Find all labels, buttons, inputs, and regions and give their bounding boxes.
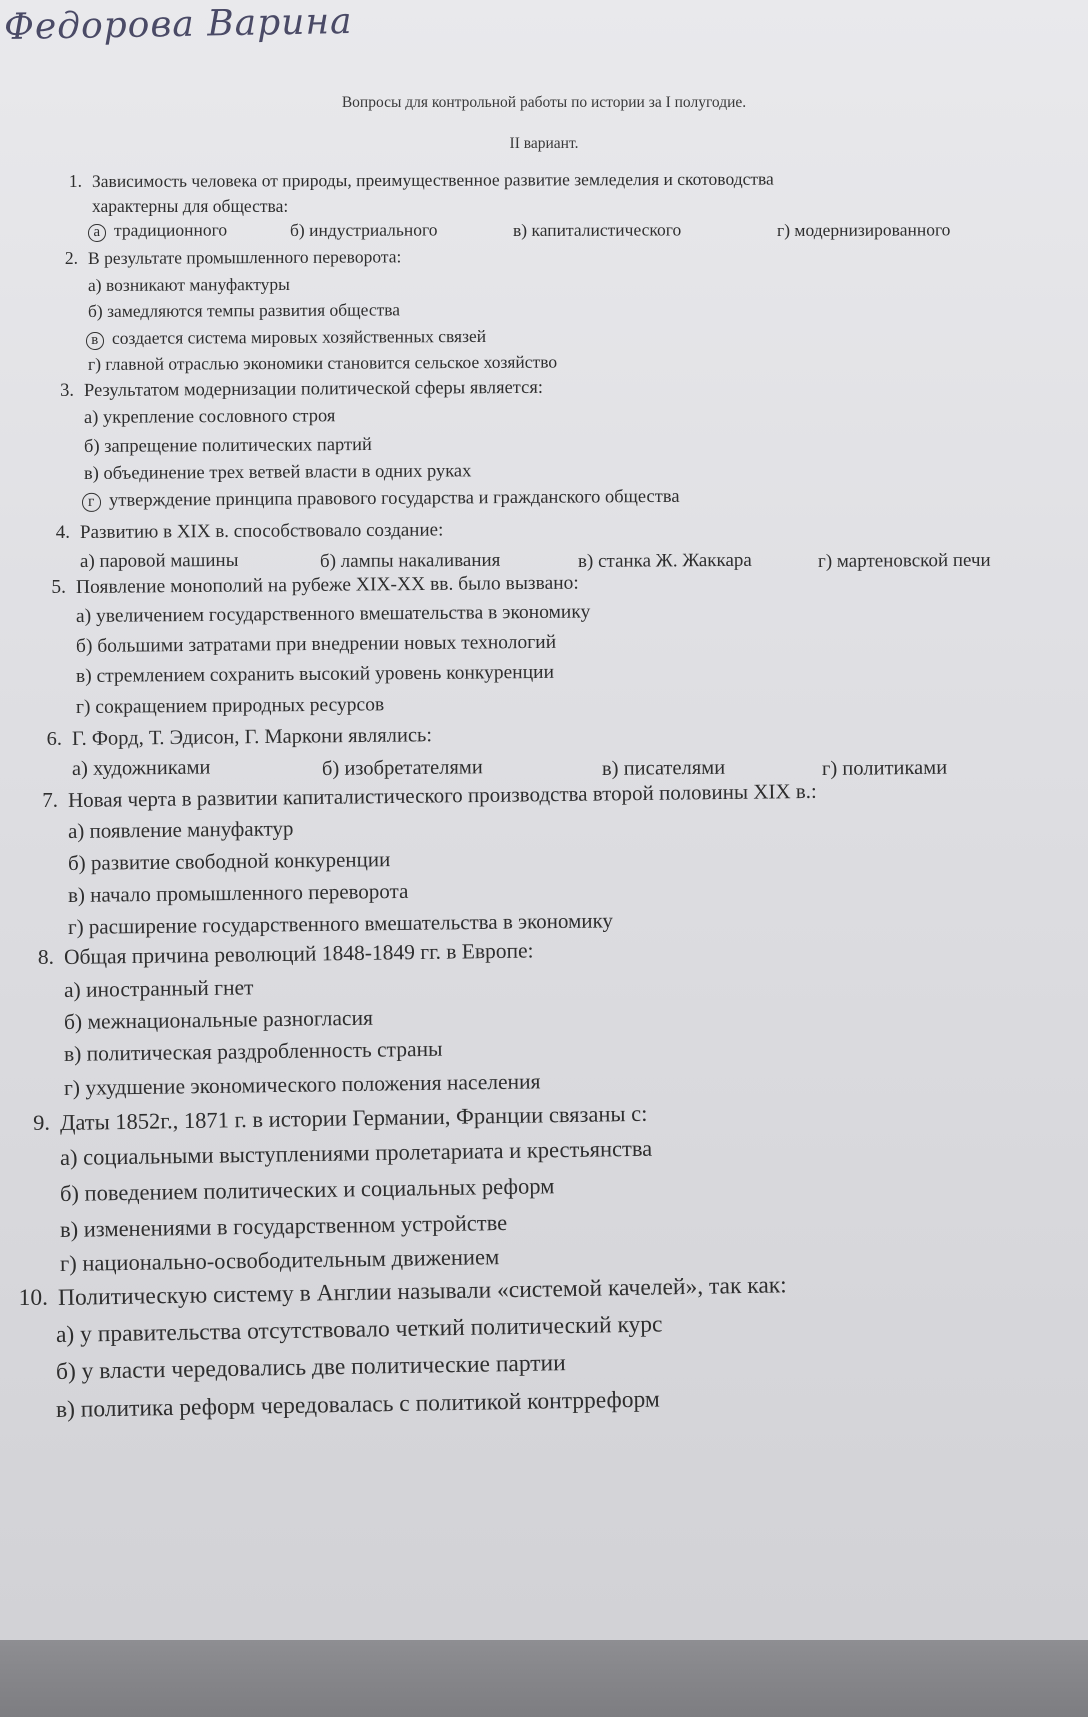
table-surface [0,1640,1088,1717]
question-text: Развитию в XIX в. способствовало создание: [79,518,444,543]
document-variant: II вариант. [509,135,579,152]
answer-letter: б) [87,301,103,322]
answer-text: поведением политических и социальных реформ [78,1172,555,1206]
answer-letter: г) [75,697,91,719]
answer-letter: в) [75,666,92,688]
answer-text: возникают мануфактуры [101,274,290,296]
question-number: 9. [33,1109,50,1135]
answer-letter: в) [601,757,619,780]
answer-letter: б) [63,1009,83,1035]
answer-option [60,1244,500,1277]
answer-option [68,878,409,907]
answer-option [84,461,472,485]
answer-letter: в) [55,1396,76,1424]
answer-option [76,602,590,628]
answer-letter: г) [67,914,84,939]
answer-text: изменениями в государственном устройстве [77,1209,508,1242]
answer-option [84,406,336,429]
answer-letter: б) [289,220,305,241]
answer-letter: г) [817,550,833,572]
answer-letter: а) [63,978,81,1003]
answer-text: сокращением природных ресурсов [90,694,385,719]
answer-option [60,1210,507,1243]
answer-letter: г) [63,1076,81,1101]
answer-letter: а) [79,550,95,572]
answer-letter: г) [59,1250,77,1276]
question-number: 4. [55,521,70,543]
answer-text: капиталистического [527,219,682,241]
answer-letter: б) [59,1180,80,1206]
answer-text: объединение трех ветвей власти в одних руках [98,461,472,484]
answer-text: станка Ж. Жаккара [593,549,752,572]
answer-option [60,1173,555,1207]
answer-option [602,756,725,780]
answer-letter: в) [63,1042,82,1067]
question-text: Г. Форд, Т. Эдисон, Г. Маркони являлись: [71,723,433,750]
answer-text: иностранный гнет [80,975,254,1003]
answer-letter: г) [776,220,791,241]
answer-option [88,352,557,375]
answer-letter: в) [67,882,86,907]
answer-option [822,756,947,780]
question-number: 3. [60,380,74,401]
answer-text: укрепление сословного строя [98,405,336,428]
answer-text: у власти чередовались две политические партии [75,1350,566,1385]
answer-option [68,816,294,844]
answer-text: главной отраслью экономики становится сельское хозяйство [100,351,558,375]
question-text: Зависимость человека от природы, преимущественное развитие земледелия и скотоводства [91,168,774,192]
answer-option [56,1350,566,1386]
answer-option [72,756,211,780]
question-number: 10. [18,1285,48,1312]
question-text: Результатом модернизации политической сферы является: [83,377,544,401]
answer-letter: в) [577,550,594,572]
answer-option [64,1037,443,1067]
answer-option [64,1006,373,1035]
answer-letter: б) [83,436,100,457]
question-text: Даты 1852г., 1871 г. в истории Германии, Франции связаны с: [59,1100,648,1135]
answer-text: межнациональные разногласия [81,1005,374,1034]
circled-answer-letter: а [88,224,106,242]
answer-text: ухудшение экономического положения населения [79,1069,541,1101]
answer-text: паровой машины [94,549,239,572]
answer-letter: в) [59,1216,79,1242]
answer-option [513,220,681,242]
answer-text: политика реформ чередовалась с политикой контрреформ [74,1386,660,1423]
question-number: 6. [46,727,62,750]
answer-letter: в) [83,463,99,484]
answer-letter: а) [67,818,85,843]
answer-letter: б) [67,850,86,875]
answer-option [86,326,486,350]
answer-option [56,1312,663,1350]
answer-letter: в) [512,220,528,241]
answer-text: большими затратами при внедрении новых технологий [92,632,557,658]
answer-text: замедляются темпы развития общества [102,299,401,322]
answer-letter: а) [75,606,92,628]
question-number: 2. [64,248,78,269]
answer-text: развитие свободной конкуренции [85,846,391,875]
answer-text: социальными выступлениями пролетариата и крестьянства [77,1135,653,1170]
answer-text: создается система мировых хозяйственных связей [107,326,487,349]
answer-option [64,1070,541,1102]
answer-letter: а) [71,757,89,780]
answer-text: модернизированного [789,219,951,241]
answer-option [320,549,501,572]
answer-letter: а) [87,275,102,296]
answer-text: утверждение принципа правового государства и гражданского общества [104,486,680,511]
answer-option [68,847,391,876]
answer-text: художниками [87,756,211,780]
answer-text: национально-освободительным движением [76,1243,500,1276]
answer-option [68,908,613,940]
handwritten-signature: Федорова Варина [3,0,353,49]
answer-option [80,549,239,572]
answer-option [76,695,384,720]
answer-option [88,274,290,296]
answer-text: появление мануфактур [84,815,294,843]
answer-text: политиками [837,756,948,780]
answer-option [60,1135,653,1170]
question-text: Политическую систему в Англии называли «системой качелей», так как: [57,1272,787,1312]
answer-text: традиционного [109,219,228,241]
answer-option [88,300,400,323]
question-text-continued: характерны для общества: [92,196,289,217]
answer-text: писателями [618,756,726,780]
answer-option [578,549,752,572]
answer-option [82,487,680,512]
question-number: 7. [42,787,58,812]
answer-text: мартеновской печи [832,549,991,572]
question-text: Новая черта в развитии капиталистического производства второй половины XIX в.: [67,778,817,812]
answer-letter: а) [83,407,99,428]
answer-letter: г) [87,354,102,375]
answer-text: увеличением государственного вмешательства в экономику [91,601,591,628]
answer-letter: б) [75,636,93,658]
answer-option [76,632,556,658]
answer-text: индустриального [304,219,438,241]
answer-text: запрещение политических партий [99,434,372,457]
answer-letter: б) [55,1358,77,1386]
question-text: В результате промышленного переворота: [87,246,402,269]
answer-option [818,549,991,572]
question-text: Общая причина революций 1848-1849 гг. в Европе: [63,938,534,970]
answer-letter: а) [55,1321,75,1349]
circled-answer-letter: в [86,332,104,350]
document-title: Вопросы для контрольной работы по истории за I полугодие. [341,94,747,111]
answer-text: лампы накаливания [335,549,501,572]
question-number: 1. [68,171,82,192]
answer-text: у правительства отсутствовало четкий политический курс [74,1311,663,1348]
circled-answer-letter: г [82,493,101,512]
answer-letter: а) [59,1144,78,1170]
answer-text: политическая раздробленность страны [81,1036,443,1067]
answer-option [777,220,950,242]
answer-option [290,220,438,242]
answer-option [88,220,227,242]
answer-letter: б) [319,550,337,572]
question-text: Появление монополий на рубеже XIX-XX вв. было вызвано: [75,572,579,599]
answer-option [84,435,372,458]
answer-option [322,756,483,781]
answer-text: расширение государственного вмешательства в экономику [83,907,614,939]
answer-option [64,976,254,1004]
answer-letter: б) [321,757,340,780]
answer-text: стремлением сохранить высокий уровень конкуренции [91,662,555,688]
answer-letter: г) [821,757,838,780]
answer-text: начало промышленного переворота [84,878,409,907]
question-number: 5. [51,577,66,599]
answer-option [76,662,554,688]
answer-option [56,1387,660,1425]
question-number: 8. [37,945,54,970]
answer-text: изобретателями [339,756,483,780]
